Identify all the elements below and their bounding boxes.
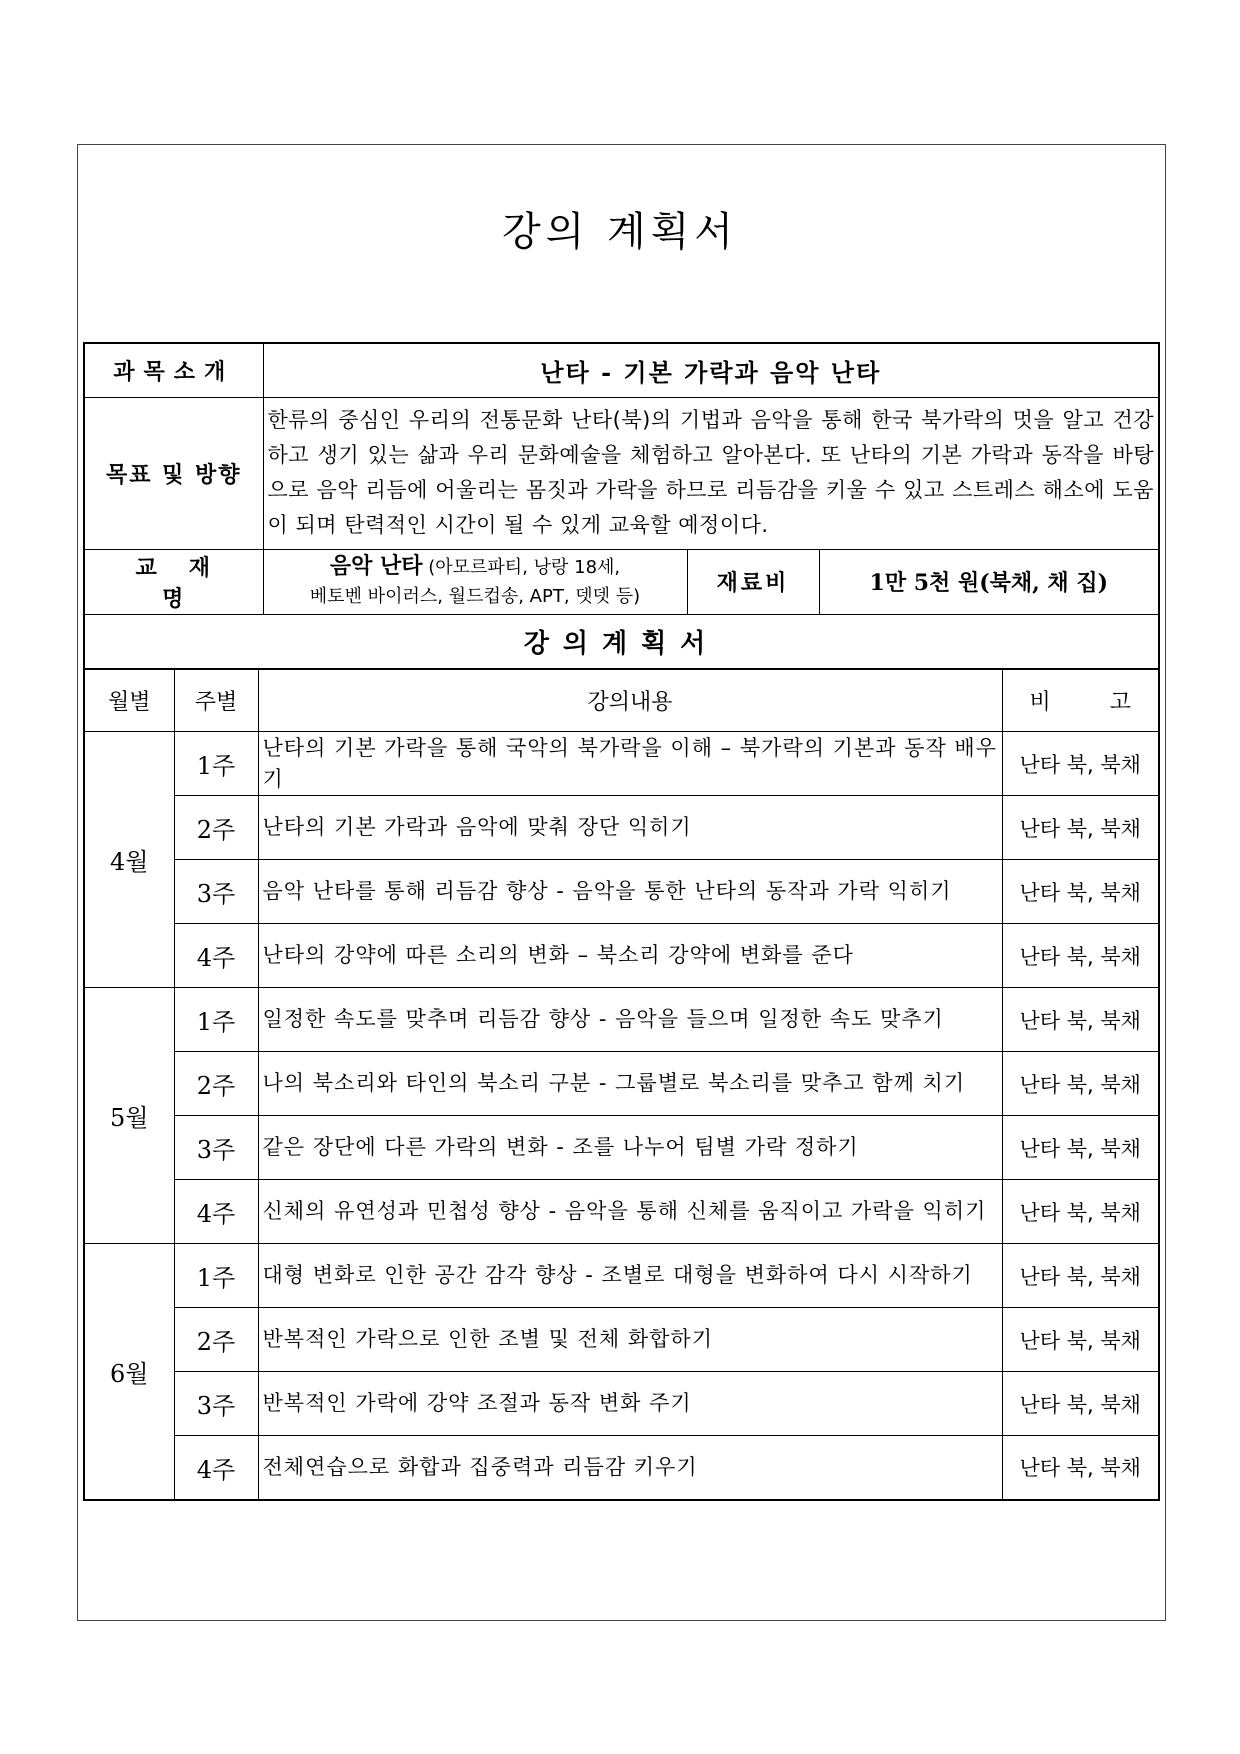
course-info-table — [83, 342, 1160, 670]
note-cell: 난타 북, 북채 — [1002, 1180, 1159, 1244]
content-cell: 난타의 강약에 따른 소리의 변화 – 북소리 강약에 변화를 준다 — [258, 924, 1002, 988]
table-row — [84, 860, 1159, 924]
material-label: 재료비 — [687, 549, 819, 614]
note-cell: 난타 북, 북채 — [1002, 796, 1159, 860]
document-title: 강의 계획서 — [502, 209, 738, 255]
week-cell: 2주 — [174, 796, 258, 860]
week-cell: 3주 — [174, 860, 258, 924]
content-cell: 일정한 속도를 맞추며 리듬감 향상 - 음악을 들으며 일정한 속도 맞추기 — [258, 988, 1002, 1052]
textbook-label: 교재명 — [84, 549, 263, 614]
month-cell: 5월 — [84, 988, 174, 1244]
schedule-table — [83, 668, 1160, 1501]
table-row — [84, 1116, 1159, 1180]
note-cell: 난타 북, 북채 — [1002, 988, 1159, 1052]
textbook-detail-2: 베토벤 바이러스, 월드컵송, APT, 뎃뎃 등) — [309, 586, 641, 607]
textbook-cell — [263, 549, 687, 614]
note-cell: 난타 북, 북채 — [1002, 1372, 1159, 1436]
content-cell: 대형 변화로 인한 공간 감각 향상 - 조별로 대형을 변화하여 다시 시작하기 — [258, 1244, 1002, 1308]
note-cell: 난타 북, 북채 — [1002, 732, 1159, 796]
content-cell: 난타의 기본 가락과 음악에 맞춰 장단 익히기 — [258, 796, 1002, 860]
table-row — [84, 988, 1159, 1052]
table-row — [84, 732, 1159, 796]
material-value: 1만 5천 원(북채, 채 집) — [819, 549, 1159, 614]
table-row — [84, 1308, 1159, 1372]
subject-label: 과목소개 — [84, 343, 263, 397]
week-cell: 1주 — [174, 1244, 258, 1308]
content-cell: 반복적인 가락으로 인한 조별 및 전체 화합하기 — [258, 1308, 1002, 1372]
week-cell: 4주 — [174, 924, 258, 988]
table-row — [84, 1180, 1159, 1244]
table-row — [84, 924, 1159, 988]
schedule-section-title: 강의계획서 — [84, 614, 1159, 669]
content-cell: 나의 북소리와 타인의 북소리 구분 - 그룹별로 북소리를 맞추고 함께 치기 — [258, 1052, 1002, 1116]
table-row — [84, 1372, 1159, 1436]
table-row — [84, 1436, 1159, 1500]
week-cell: 2주 — [174, 1308, 258, 1372]
note-cell: 난타 북, 북채 — [1002, 1308, 1159, 1372]
week-cell: 1주 — [174, 988, 258, 1052]
content-cell: 전체연습으로 화합과 집중력과 리듬감 키우기 — [258, 1436, 1002, 1500]
week-cell: 3주 — [174, 1116, 258, 1180]
goal-label: 목표 및 방향 — [84, 397, 263, 549]
week-cell: 2주 — [174, 1052, 258, 1116]
note-cell: 난타 북, 북채 — [1002, 860, 1159, 924]
header-week: 주별 — [174, 669, 258, 732]
content-cell: 반복적인 가락에 강약 조절과 동작 변화 주기 — [258, 1372, 1002, 1436]
content-cell: 신체의 유연성과 민첩성 향상 - 음악을 통해 신체를 움직이고 가락을 익히기 — [258, 1180, 1002, 1244]
textbook-main: 음악 난타 — [329, 553, 423, 579]
note-cell: 난타 북, 북채 — [1002, 1436, 1159, 1500]
week-cell: 4주 — [174, 1436, 258, 1500]
month-cell: 6월 — [84, 1244, 174, 1500]
week-cell: 4주 — [174, 1180, 258, 1244]
content-cell: 같은 장단에 다른 가락의 변화 - 조를 나누어 팀별 가락 정하기 — [258, 1116, 1002, 1180]
content-cell: 난타의 기본 가락을 통해 국악의 북가락을 이해 – 북가락의 기본과 동작 배우기 — [258, 732, 1002, 796]
header-content: 강의내용 — [258, 669, 1002, 732]
subject-title: 난타 - 기본 가락과 음악 난타 — [263, 343, 1159, 397]
textbook-detail-1: (아모르파티, 낭랑 18세, — [428, 557, 621, 578]
table-row — [84, 796, 1159, 860]
table-row — [84, 1244, 1159, 1308]
note-cell: 난타 북, 북채 — [1002, 1052, 1159, 1116]
table-row — [84, 1052, 1159, 1116]
week-cell: 1주 — [174, 732, 258, 796]
week-cell: 3주 — [174, 1372, 258, 1436]
note-cell: 난타 북, 북채 — [1002, 1116, 1159, 1180]
content-cell: 음악 난타를 통해 리듬감 향상 - 음악을 통한 난타의 동작과 가락 익히기 — [258, 860, 1002, 924]
header-note: 비 고 — [1002, 669, 1159, 732]
header-month: 월별 — [84, 669, 174, 732]
note-cell: 난타 북, 북채 — [1002, 1244, 1159, 1308]
goal-text: 한류의 중심인 우리의 전통문화 난타(북)의 기법과 음악을 통해 한국 북가락의 멋을 알고 건강하고 생기 있는 삶과 우리 문화예술을 체험하고 알아본다. 또 난타의 기본 가락과 동작을 바탕으로 음악 리듬에 어울리는 몸짓과 가락을 하므로 리듬감을 키울 수 있고 스트레스 해소에 도움이 되며 탄력적인 시간이 될 수 있게 교육할 예정이다. — [263, 397, 1159, 549]
note-cell: 난타 북, 북채 — [1002, 924, 1159, 988]
month-cell: 4월 — [84, 732, 174, 988]
